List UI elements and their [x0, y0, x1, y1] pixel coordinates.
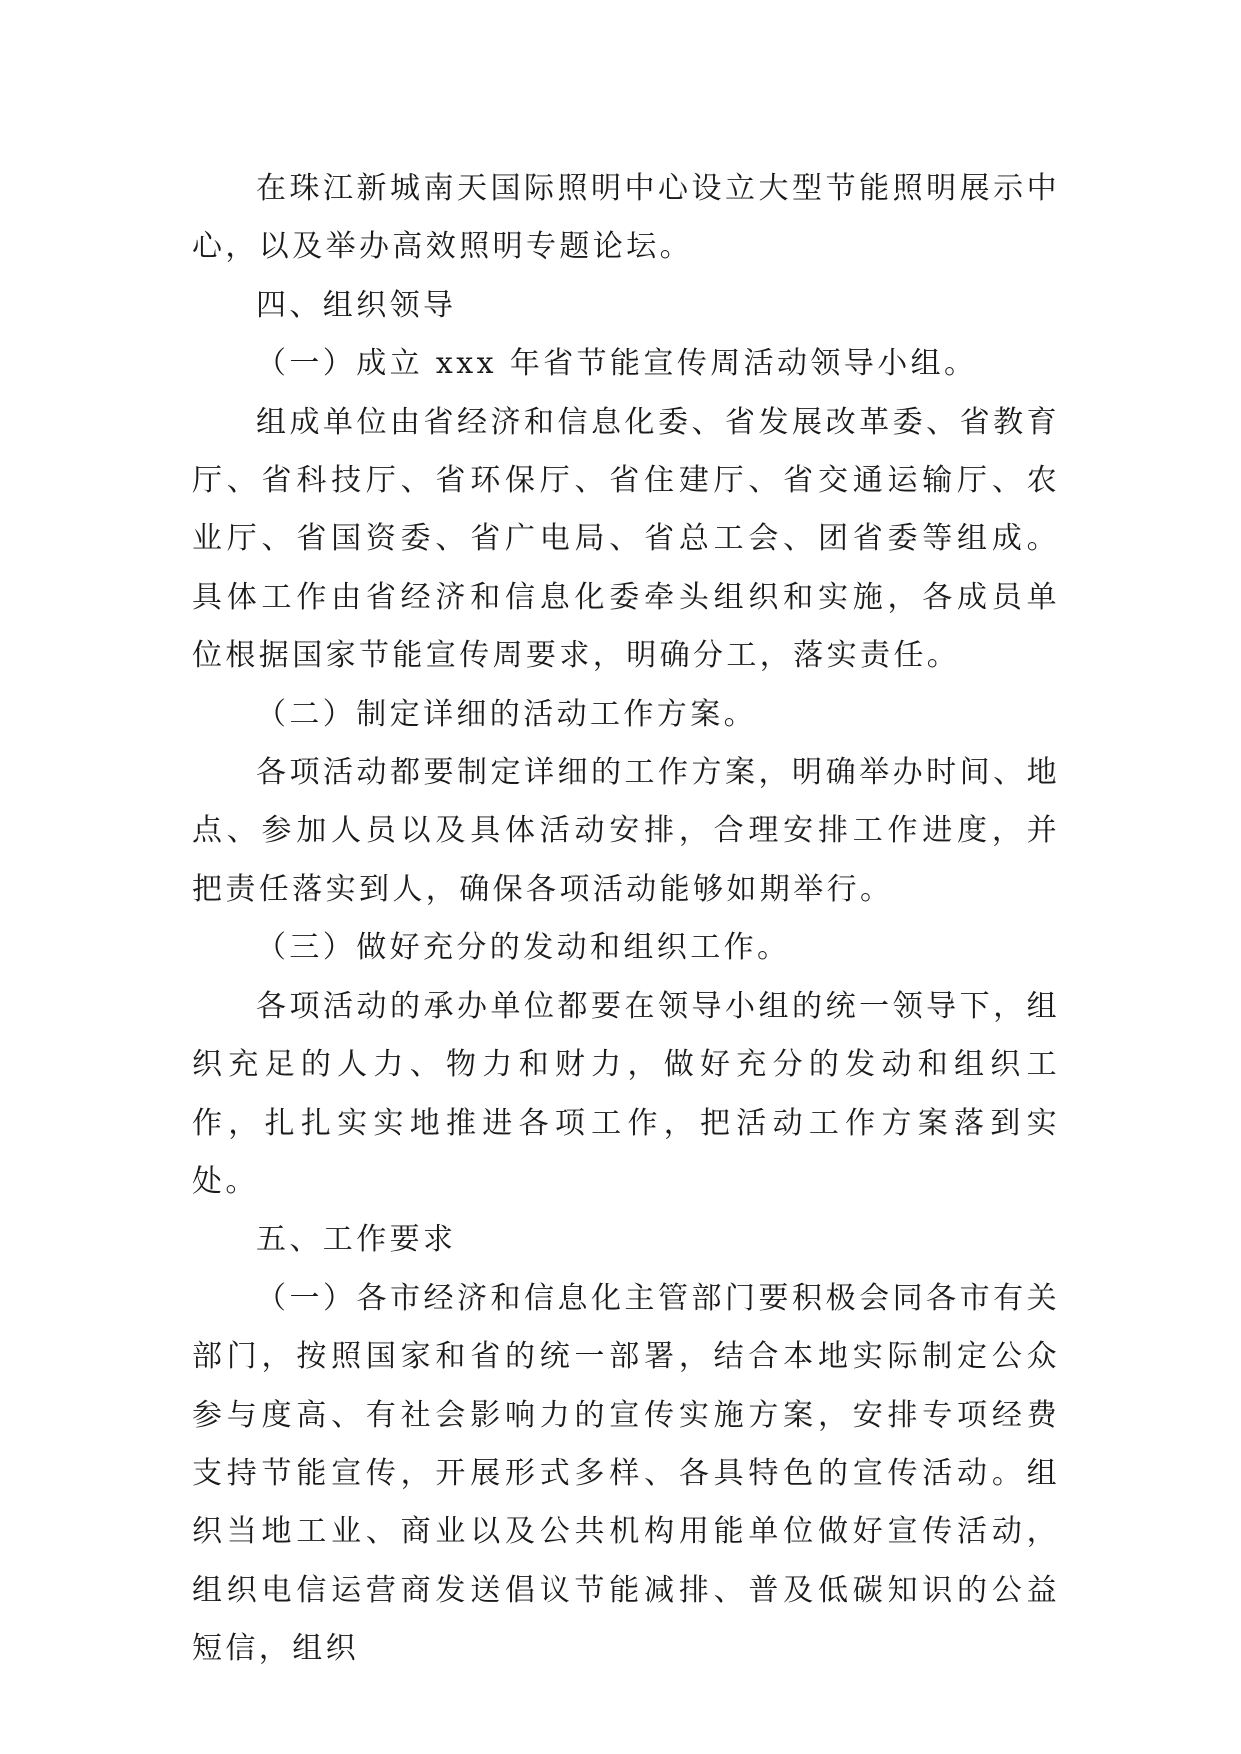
section-heading-organization: 四、组织领导 [256, 287, 457, 323]
paragraph-mobilization: 各项活动的承办单位都要在领导小组的统一领导下，组织充足的人力、物力和财力，做好充分的发动和组织工作，扎扎实实地推进各项工作，把活动工作方案落到实处。 [192, 988, 1060, 1199]
subheading-leadership-group: （一）成立 xxx 年省节能宣传周活动领导小组。 [256, 346, 978, 382]
subheading-work-plan: （二）制定详细的活动工作方案。 [256, 696, 757, 732]
section-heading-requirements: 五、工作要求 [256, 1222, 457, 1258]
document-body [192, 160, 1060, 1679]
paragraph-member-units: 组成单位由省经济和信息化委、省发展改革委、省教育厅、省科技厅、省环保厅、省住建厅、省交通运输厅、农业厅、省国资委、省广电局、省总工会、团省委等组成。具体工作由省经济和信息化委牵头组织和实施，各成员单位根据国家节能宣传周要求，明确分工，落实责任。 [192, 404, 1060, 674]
subheading-mobilization: （三）做好充分的发动和组织工作。 [256, 930, 791, 966]
paragraph-requirements-1: （一）各市经济和信息化主管部门要积极会同各市有关部门，按照国家和省的统一部署，结合本地实际制定公众参与度高、有社会影响力的宣传实施方案，安排专项经费支持节能宣传，开展形式多样、各具特色的宣传活动。组织当地工业、商业以及公共机构用能单位做好宣传活动，组织电信运营商发送倡议节能减排、普及低碳知识的公益短信，组织 [192, 1280, 1060, 1667]
paragraph-lighting-center: 在珠江新城南天国际照明中心设立大型节能照明展示中心，以及举办高效照明专题论坛。 [192, 171, 1060, 265]
paragraph-work-plan: 各项活动都要制定详细的工作方案，明确举办时间、地点、参加人员以及具体活动安排，合理安排工作进度，并把责任落实到人，确保各项活动能够如期举行。 [192, 755, 1060, 907]
